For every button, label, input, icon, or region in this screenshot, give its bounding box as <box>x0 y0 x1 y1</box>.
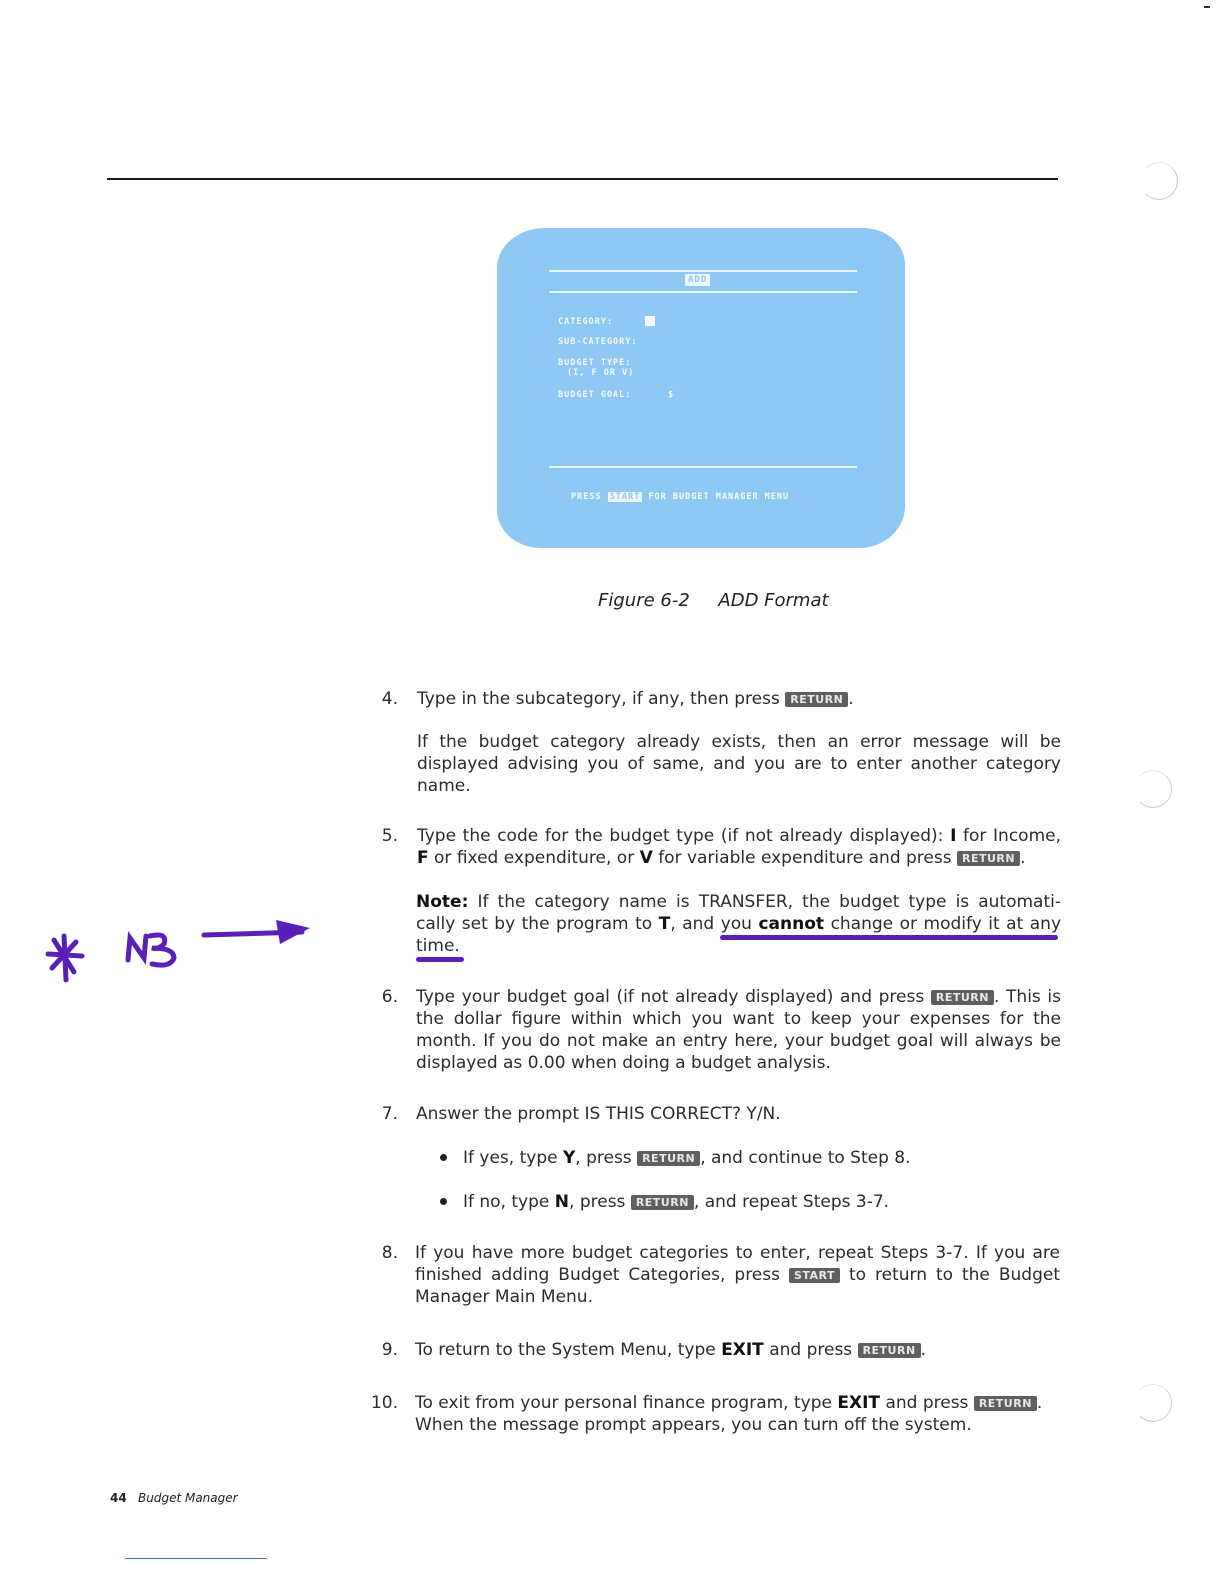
step-7-text: Answer the prompt IS THIS CORRECT? Y/N. <box>416 1104 781 1124</box>
step-number: 9. <box>381 1340 398 1360</box>
start-key: START <box>789 1268 840 1283</box>
step-number: 5. <box>381 826 398 846</box>
handwritten-underline <box>720 935 1058 940</box>
step-4-paragraph: If the budget category already exists, then an error message will be displayed advising you of same, and you are to enter another category name. <box>417 732 1061 796</box>
step-number: 8. <box>381 1243 398 1263</box>
return-key: RETURN <box>931 990 994 1005</box>
bullet-no: If no, type N, press RETURN , and repeat Steps 3-7. <box>463 1192 890 1212</box>
bullet <box>440 1154 447 1161</box>
return-key: RETURN <box>858 1343 921 1358</box>
return-key: RETURN <box>785 692 848 707</box>
step-number: 10. <box>370 1393 398 1413</box>
screen-budget-type-label: BUDGET TYPE: <box>558 358 632 368</box>
screen-budget-goal-label: BUDGET GOAL: $ <box>558 390 675 400</box>
bullet <box>440 1198 447 1205</box>
screen-footer <box>571 492 789 502</box>
step-10-text: To exit from your personal finance program, type EXIT and press RETURN . When the message prompt appears, you can turn off the system. <box>415 1393 1043 1435</box>
return-key: RETURN <box>637 1151 700 1166</box>
screen-title: ADD <box>685 274 710 286</box>
screen-cursor <box>645 316 655 326</box>
step-4-text: Type in the subcategory, if any, then press RETURN . <box>417 689 854 709</box>
corner-mark <box>1204 6 1210 8</box>
page-number: 44 <box>110 1491 127 1505</box>
step-number: 6. <box>381 987 398 1007</box>
note-label: Note: <box>416 892 469 912</box>
punch-hole <box>1140 162 1178 200</box>
screen-budget-type-options: (I, F OR V) <box>567 368 635 378</box>
screen-rule <box>549 291 857 293</box>
punch-hole <box>1134 1384 1172 1422</box>
add-format-screen <box>497 228 905 548</box>
return-key: RETURN <box>631 1195 694 1210</box>
step-number: 4. <box>381 689 398 709</box>
footer-section-title: Budget Manager <box>138 1491 238 1505</box>
screen-subcategory-label: SUB-CATEGORY: <box>558 337 638 347</box>
bottom-rule <box>125 1558 267 1559</box>
screen-rule <box>549 466 857 468</box>
return-key: RETURN <box>957 851 1020 866</box>
handwritten-nb-annotation <box>40 910 320 990</box>
screen-rule <box>549 270 857 272</box>
header-rule <box>107 178 1058 180</box>
return-key: RETURN <box>974 1396 1037 1411</box>
figure-caption: Figure 6-2 ADD Format <box>598 590 829 611</box>
screen-start-key: START <box>609 492 641 502</box>
punch-hole <box>1134 770 1172 808</box>
handwritten-underline <box>416 957 464 962</box>
step-9-text: To return to the System Menu, type EXIT and press RETURN . <box>415 1340 927 1360</box>
bullet-yes: If yes, type Y, press RETURN , and continue to Step 8. <box>463 1148 911 1168</box>
step-6-text: Type your budget goal (if not already displayed) and press RETURN . This is the dollar figure within which you want to keep your expenses for the month. If you do not make an entry here, your budget goal will always be displayed as 0.00 when doing a budget analysis. <box>416 987 1062 1073</box>
screen-footer-press: PRESS <box>571 492 602 502</box>
screen-footer-rest: FOR BUDGET MANAGER MENU <box>648 492 790 502</box>
step-number: 7. <box>381 1104 398 1124</box>
step-8-text: If you have more budget categories to enter, repeat Steps 3-7. If you are finished adding Budget Categories, press START to return to the Budget Manager Main Menu. <box>415 1243 1061 1307</box>
note-block: Note: If the category name is TRANSFER, the budget type is automati- cally set by the program to T, and you cannot change or modify it at any time. <box>416 892 1062 956</box>
screen-category-label: CATEGORY: <box>558 317 614 327</box>
step-5-text: Type the code for the budget type (if not already displayed): I for Income, F or fixed expenditure, or V for variable expenditure and press RETURN . <box>417 826 1061 868</box>
